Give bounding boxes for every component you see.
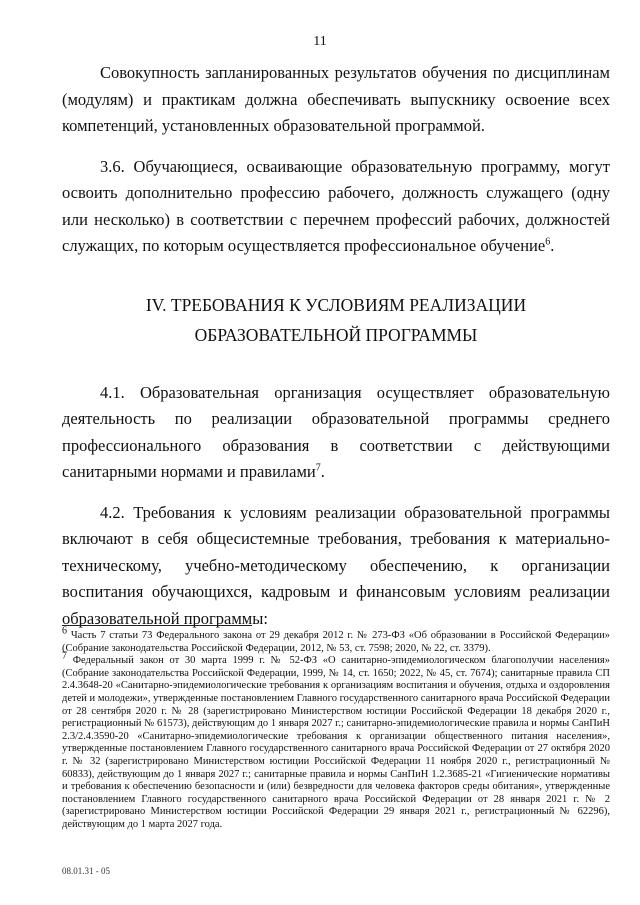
page-number: 11 xyxy=(313,34,327,49)
paragraph-4-2: 4.2. Требования к условиям реализации образовательной программы включают в себя общесистемные требования, требования к материально-техническому, учебно-методическому обеспечению, к организации воспитания обучающихся, кадровым и финансовым условиям реализации образовательной программы: xyxy=(62,502,610,628)
footnote-7-mark: 7 xyxy=(62,650,67,662)
footnote-7 xyxy=(62,650,610,831)
period: . xyxy=(550,236,555,255)
footnote-ref-7: 7 xyxy=(315,462,321,474)
paragraph-competencies: Совокупность запланированных результатов обучения по дисциплинам (модулям) и практикам должна обеспечивать выпускнику освоение всех компетенций, установленных образовательной программой. xyxy=(62,63,610,135)
section-heading: IV. ТРЕБОВАНИЯ К УСЛОВИЯМ РЕАЛИЗАЦИИ ОБРАЗОВАТЕЛЬНОЙ ПРОГРАММЫ xyxy=(145,294,527,345)
footnotes xyxy=(62,625,610,832)
document-body xyxy=(62,60,610,632)
paragraph-4-1 xyxy=(62,380,610,486)
paragraph-3-6-text: 3.6. Обучающиеся, осваивающие образовательную программу, могут освоить дополнительно профессию рабочего, должность служащего (одну или несколько) в соответствии с перечнем профессий рабочих, должностей служащих, по которым осуществляется профессиональное обучение xyxy=(62,156,610,255)
footnote-7-text: Федеральный закон от 30 марта 1999 г. № 52-ФЗ «О санитарно-эпидемиологическом благополучии населения» (Собрание законодательства Российской Федерации, 1999, № 14, ст. 1650; 2022, № 45, ст. 7674); санитарные правила СП 2.4.3648-20 «Санитарно-эпидемиологические требования к организациям воспитания и обучения, отдыха и оздоровления детей и молодежи», утвержденные постановлением Главного государственного санитарного врача Российской Федерации от 28 сентября 2020 г. № 28 (зарегистрировано Министерством юстиции Российской Федерации 18 декабря 2020 г., регистрационный № 61573), действующим до 1 января 2027 г.; санитарно-эпидемиологические правила и нормы СанПиН 2.3/2.4.3590-20 «Санитарно-эпидемиологические требования к организации общественного питания населения», утвержденные постановлением Главного государственного санитарного врача Российской Федерации от 27 октября 2020 г. № 32 (зарегистрировано Министерством юстиции Российской Федерации 11 ноября 2020 г., регистрационный № 60833), действующим до 1 января 2027 г.; санитарные правила и нормы СанПиН 1.2.3685-21 «Гигиенические нормативы и требования к обеспечению безопасности и (или) безвредности для человека факторов среды обитания», утвержденные постановлением Главного государственного санитарного врача Российской Федерации от 28 января 2021 г. № 2 (зарегистрировано Министерством юстиции Российской Федерации 29 января 2021 г., регистрационный № 62296), действующим до 1 марта 2027 года. xyxy=(62,655,610,830)
period: . xyxy=(320,462,325,481)
footnote-6-mark: 6 xyxy=(62,625,67,637)
footnote-6 xyxy=(62,625,610,655)
paragraph-4-1-text: 4.1. Образовательная организация осуществляет образовательную деятельность по реализации образовательной программы среднего профессионального образования в соответствии с действующими санитарными нормами и правилами xyxy=(62,382,610,481)
footnote-ref-6: 6 xyxy=(545,236,551,248)
footnote-6-text: Часть 7 статьи 73 Федерального закона от 29 декабря 2012 г. № 273-ФЗ «Об образовании в Российской Федерации» (Собрание законодательства Российской Федерации, 2012, № 53, ст. 7598; 2020, № 22, ст. 3379). xyxy=(62,630,610,654)
paragraph-3-6 xyxy=(62,154,610,260)
footnote-separator xyxy=(62,625,252,626)
document-code: 08.01.31 - 05 xyxy=(62,866,110,876)
